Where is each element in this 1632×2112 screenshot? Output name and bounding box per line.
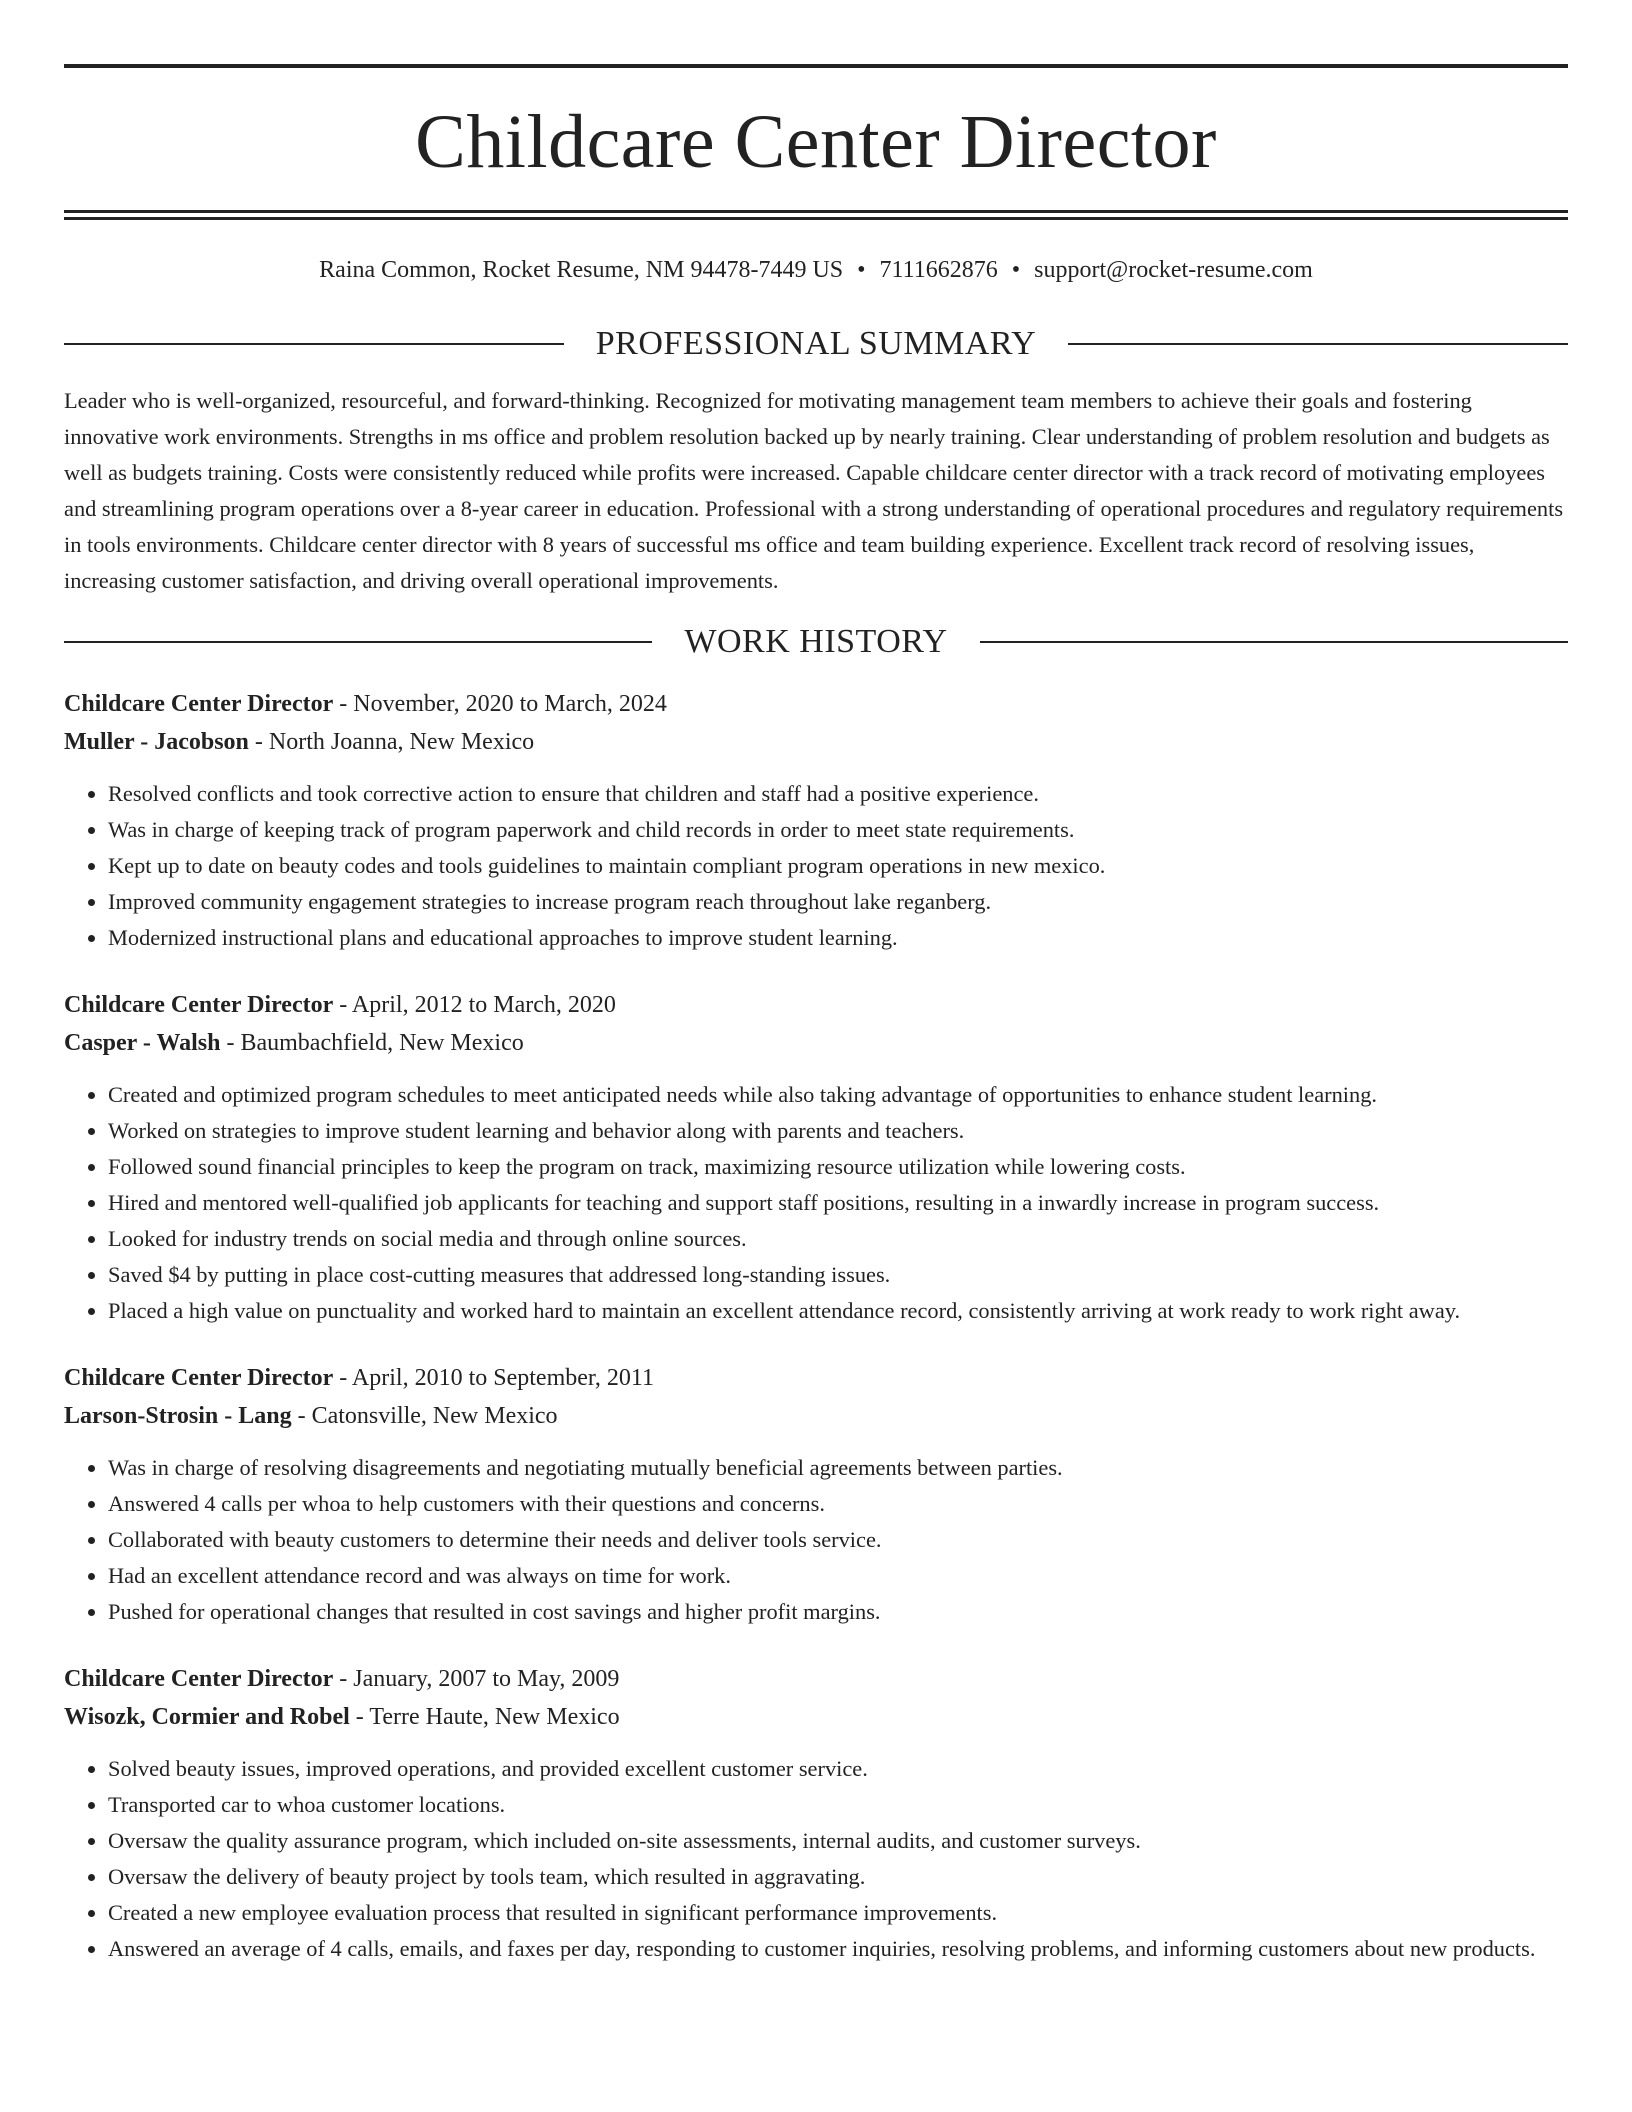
work-history-heading-label: WORK HISTORY	[684, 622, 948, 660]
job-title: Childcare Center Director	[64, 1364, 334, 1391]
job-bullet: • Improved community engagement strategies to increase program reach throughout lake reganberg.	[108, 884, 1568, 920]
work-history-heading	[64, 622, 1568, 660]
job-title-line	[64, 685, 1568, 724]
job-bullet: • Answered an average of 4 calls, emails, and faxes per day, responding to customer inquiries, resolving problems, and informing customers about new products.	[108, 1931, 1568, 1967]
job-company-line	[64, 1698, 1568, 1737]
contact-separator: •	[857, 257, 866, 283]
job-bullet: • Placed a high value on punctuality and worked hard to maintain an excellent attendance record, consistently arriving at work ready to work right away.	[108, 1293, 1568, 1329]
job-bullet: • Modernized instructional plans and educational approaches to improve student learning.	[108, 920, 1568, 956]
job-location: - Catonsville, New Mexico	[291, 1403, 558, 1430]
contact-address: Raina Common, Rocket Resume, NM 94478-7449 US	[319, 257, 844, 283]
resume-title: Childcare Center Director	[415, 100, 1217, 184]
summary-heading	[64, 324, 1568, 362]
job-bullet: • Looked for industry trends on social media and through online sources.	[108, 1221, 1568, 1257]
job-location: - North Joanna, New Mexico	[248, 729, 535, 756]
job-location: - Terre Haute, New Mexico	[349, 1704, 620, 1731]
job-bullet: • Oversaw the quality assurance program, which included on-site assessments, internal audits, and customer surveys.	[108, 1823, 1568, 1859]
job-company: Larson-Strosin - Lang	[64, 1403, 292, 1430]
job-entry	[64, 986, 1568, 1329]
job-bullet: • Worked on strategies to improve student learning and behavior along with parents and teachers.	[108, 1113, 1568, 1149]
heading-rule-left	[64, 343, 564, 345]
job-company-line	[64, 1397, 1568, 1436]
job-title-line	[64, 1359, 1568, 1398]
summary-text: Leader who is well-organized, resourceful, and forward-thinking. Recognized for motivating management team members to achieve their goals and fostering innovative work environments. Strengths in ms office and problem resolution backed up by nearly training. Clear understanding of problem resolution and budgets as well as budgets training. Costs were consistently reduced while profits were increased. Capable childcare center director with a track record of motivating employees and streamlining program operations over a 8-year career in education. Professional with a strong understanding of operational procedures and regulatory requirements in tools environments. Childcare center director with 8 years of successful ms office and team building experience. Excellent track record of resolving issues, increasing customer satisfaction, and driving overall operational improvements.	[64, 387, 1564, 593]
job-company-line	[64, 723, 1568, 762]
job-bullet: • Had an excellent attendance record and was always on time for work.	[108, 1558, 1568, 1594]
job-bullet: • Hired and mentored well-qualified job applicants for teaching and support staff positions, resulting in a inwardly increase in program success.	[108, 1185, 1568, 1221]
job-bullet: • Solved beauty issues, improved operations, and provided excellent customer service.	[108, 1751, 1568, 1787]
job-title-line	[64, 986, 1568, 1025]
contact-phone: 7111662876	[879, 257, 998, 283]
job-bullet: • Answered 4 calls per whoa to help customers with their questions and concerns.	[108, 1486, 1568, 1522]
job-bullet: • Saved $4 by putting in place cost-cutting measures that addressed long-standing issues.	[108, 1257, 1568, 1293]
contact-separator: •	[1011, 257, 1021, 283]
job-bullets	[64, 1751, 1568, 1967]
heading-rule-right	[980, 641, 1568, 643]
summary-heading-label: PROFESSIONAL SUMMARY	[595, 324, 1037, 362]
job-title: Childcare Center Director	[64, 991, 334, 1018]
job-company: Wisozk, Cormier and Robel	[64, 1704, 350, 1731]
top-rule	[64, 64, 1568, 68]
job-bullet: • Collaborated with beauty customers to determine their needs and deliver tools service.	[108, 1522, 1568, 1558]
job-title: Childcare Center Director	[64, 690, 334, 717]
job-company: Muller - Jacobson	[64, 729, 249, 756]
job-title: Childcare Center Director	[64, 1665, 334, 1692]
job-bullet: • Followed sound financial principles to keep the program on track, maximizing resource utilization while lowering costs.	[108, 1149, 1568, 1185]
heading-rule-right	[1068, 343, 1568, 345]
job-location: - Baumbachfield, New Mexico	[220, 1030, 524, 1057]
job-entry	[64, 685, 1568, 956]
job-bullet: • Was in charge of resolving disagreements and negotiating mutually beneficial agreements between parties.	[108, 1450, 1568, 1486]
job-entry	[64, 1660, 1568, 1967]
job-bullet: • Pushed for operational changes that resulted in cost savings and higher profit margins.	[108, 1594, 1568, 1630]
resume-page	[64, 64, 1568, 1967]
job-bullet: • Kept up to date on beauty codes and tools guidelines to maintain compliant program operations in new mexico.	[108, 848, 1568, 884]
job-bullet: • Created a new employee evaluation process that resulted in significant performance improvements.	[108, 1895, 1568, 1931]
job-dates: - November, 2020 to March, 2024	[333, 690, 667, 717]
job-bullets	[64, 776, 1568, 956]
job-dates: - January, 2007 to May, 2009	[333, 1665, 620, 1692]
job-bullet: • Created and optimized program schedules to meet anticipated needs while also taking advantage of opportunities to enhance student learning.	[108, 1077, 1568, 1113]
job-bullets	[64, 1450, 1568, 1630]
job-list	[64, 685, 1568, 1967]
job-bullet: • Resolved conflicts and took corrective action to ensure that children and staff had a positive experience.	[108, 776, 1568, 812]
job-title-line	[64, 1660, 1568, 1699]
job-bullet: • Transported car to whoa customer locations.	[108, 1787, 1568, 1823]
job-bullet: • Oversaw the delivery of beauty project by tools team, which resulted in aggravating.	[108, 1859, 1568, 1895]
contact-line	[64, 256, 1568, 285]
job-company-line	[64, 1024, 1568, 1063]
title-double-rule	[64, 210, 1568, 220]
job-entry	[64, 1359, 1568, 1630]
heading-rule-left	[64, 641, 652, 643]
job-bullets	[64, 1077, 1568, 1329]
job-company: Casper - Walsh	[64, 1030, 221, 1057]
contact-email: support@rocket-resume.com	[1034, 257, 1313, 283]
job-bullet: • Was in charge of keeping track of program paperwork and child records in order to meet state requirements.	[108, 812, 1568, 848]
job-dates: - April, 2010 to September, 2011	[333, 1364, 655, 1391]
job-dates: - April, 2012 to March, 2020	[333, 991, 616, 1018]
